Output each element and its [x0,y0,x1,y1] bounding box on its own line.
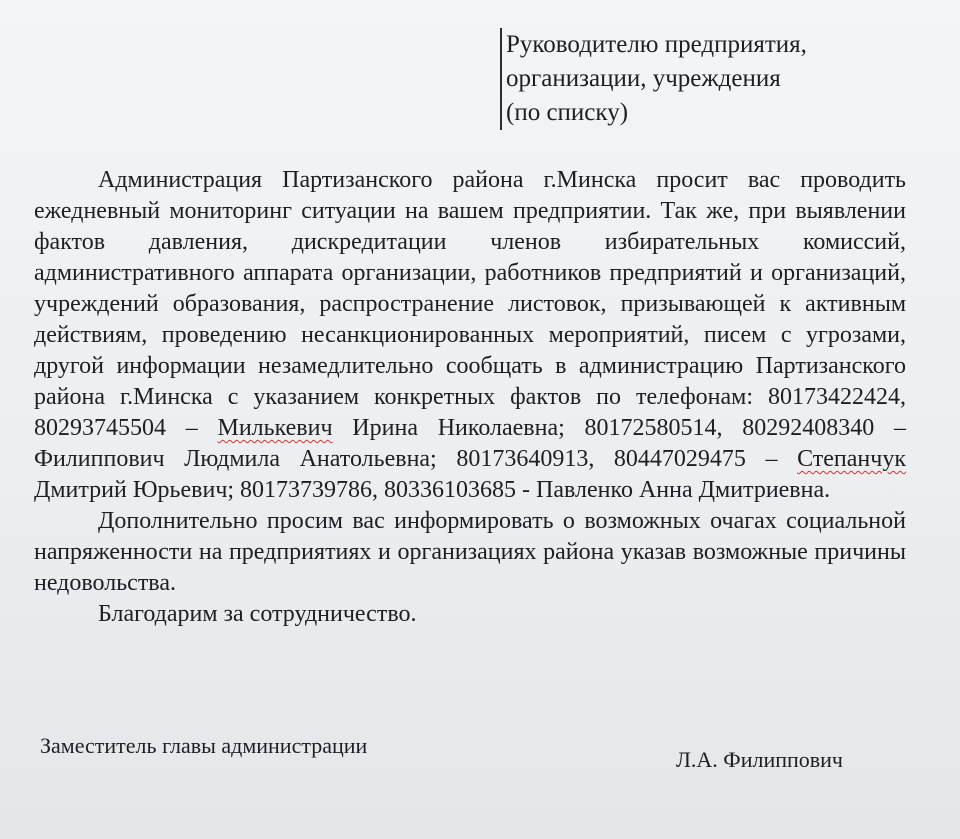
signatory-title: Заместитель главы администрации [40,733,368,758]
addressee-line-2: организации, учреждения [506,65,781,92]
paragraph-thanks: Благодарим за сотрудничество. [98,601,417,627]
paragraph-request [34,165,906,506]
contact-name-underlined: Степанчук [797,446,906,472]
contact-name-underlined: Милькевич [217,415,333,441]
addressee-line-3: (по списку) [506,99,629,126]
paragraph-request-contacts: Ирина Николаевна; 80172580514, 80292408340 – Филиппович Людмила Анатольевна; 80173640913, 80447029475 – [34,415,907,472]
addressee-line-1: Руководителю предприятия, [506,31,807,58]
letter-body [34,165,906,630]
paragraph-request-end: Дмитрий Юрьевич; 80173739786, 80336103685 - Павленко Анна Дмитриевна. [34,477,831,503]
addressee-block [500,28,807,130]
paragraph-request-text: Администрация Партизанского района г.Минска просит вас проводить ежедневный мониторинг ситуации на вашем предприятии. Так же, при выявлении фактов давления, дискредитации членов избирательных комиссий, административного аппарата организации, работников предприятий и организаций, учреждений образования, распространение листовок, призывающей к активным действиям, проведению несанкционированных мероприятий, писем с угрозами, другой информации незамедлительно сообщать в администрацию Партизанского района г.Минска с указанием конкретных фактов по телефонам: 80173422424, 80293745504 – [34,167,906,441]
signatory-name: Л.А. Филиппович [676,747,843,772]
paragraph-additional: Дополнительно просим вас информировать о возможных очагах социальной напряженности на предприятиях и организациях района указав возможные причины недовольства. [34,508,906,596]
